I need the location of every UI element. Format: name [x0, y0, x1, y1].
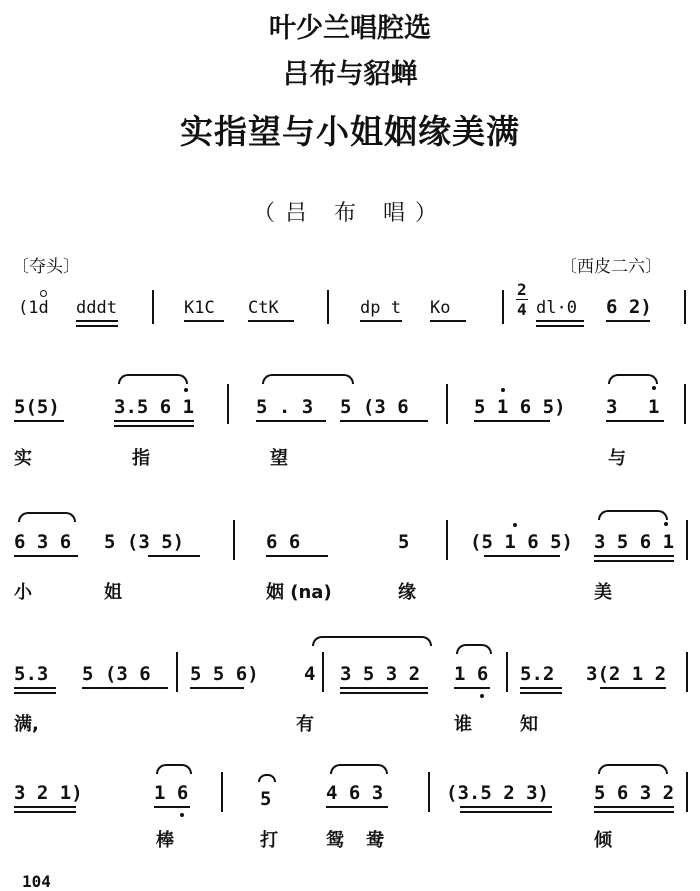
lyric: 棒: [156, 830, 174, 851]
l2-n3: 6 6: [266, 531, 301, 553]
time-sig-bottom: 4: [517, 300, 527, 319]
l1-n7: 1: [648, 396, 660, 418]
underline: [326, 806, 388, 808]
intro-m2a: K1C: [184, 298, 215, 318]
lyric: 谁: [454, 714, 472, 735]
l3-n5: 3 5 3 2: [340, 663, 421, 685]
underline: [484, 555, 560, 557]
underline: [520, 687, 562, 689]
high-dot: [501, 388, 505, 392]
underline: [114, 425, 194, 427]
barline: [322, 652, 324, 692]
barline: [227, 384, 229, 424]
underline: [340, 692, 428, 694]
intro-tag: 〔夺头〕: [12, 257, 80, 277]
lyric: 指: [132, 448, 150, 469]
underline: [460, 811, 552, 813]
mode-tag: 〔西皮二六〕: [560, 257, 662, 277]
page-number: 104: [22, 872, 51, 891]
lyric: 与: [608, 448, 626, 469]
intro-underline: [536, 320, 584, 322]
l1-n3: 5 . 3: [256, 396, 314, 418]
low-dot: [480, 694, 484, 698]
barline: [221, 772, 223, 812]
l3-n6: 1 6: [454, 663, 489, 685]
barline: [446, 384, 448, 424]
lyric: 姐: [104, 582, 122, 603]
l1-n4: 5 (3 6: [340, 396, 409, 418]
intro-underline: [536, 325, 584, 327]
high-dot: [652, 386, 656, 390]
slur: [598, 764, 668, 774]
underline: [154, 806, 190, 808]
underline: [606, 420, 664, 422]
l2-n4: 5: [398, 531, 410, 553]
slur: [118, 374, 188, 384]
intro-m4a: dl·0: [536, 298, 577, 318]
underline: [594, 811, 674, 813]
underline: [114, 420, 194, 422]
intro-underline: [430, 320, 466, 322]
lyric: 鸳: [326, 830, 344, 851]
underline: [340, 420, 428, 422]
l3-n8: 3(2 1 2: [586, 663, 667, 685]
underline: [14, 811, 76, 813]
underline: [340, 687, 428, 689]
lyric: 缘: [398, 582, 416, 603]
lyric: 有: [296, 714, 314, 735]
intro-m3b: Ko: [430, 298, 451, 318]
underline: [14, 420, 64, 422]
underline: [460, 806, 552, 808]
l4-n4: 4 6 3: [326, 782, 384, 804]
fermata: [258, 774, 276, 782]
l1-n1: 5(5): [14, 396, 60, 418]
l1-n2: 3.5 6 1: [114, 396, 195, 418]
underline: [600, 687, 666, 689]
high-dot: [664, 522, 668, 526]
slur: [156, 764, 192, 774]
intro-underline: [248, 320, 294, 322]
intro-m3a: dp t: [360, 298, 401, 318]
l3-n3: 5 5 6): [190, 663, 259, 685]
underline: [594, 560, 674, 562]
intro-underline: [360, 320, 402, 322]
underline: [14, 687, 56, 689]
lyric: 鸯: [366, 830, 384, 851]
lyric: 倾: [594, 830, 612, 851]
lyric: 知: [520, 714, 538, 735]
intro-m4b: 6 2): [606, 296, 652, 318]
l2-n1: 6 3 6: [14, 531, 72, 553]
barline: [686, 520, 688, 560]
underline: [594, 806, 674, 808]
intro-underline: [184, 320, 224, 322]
barline: [152, 290, 154, 324]
l4-n5: (3.5 2 3): [446, 782, 549, 804]
lyric: 满,: [14, 714, 39, 735]
barline: [327, 290, 329, 324]
barline: [686, 652, 688, 692]
intro-underline: [76, 320, 118, 322]
underline: [266, 555, 328, 557]
intro-circle: [40, 290, 47, 297]
underline: [520, 692, 562, 694]
slur: [330, 764, 388, 774]
l1-n5: 5 1 6 5): [474, 396, 566, 418]
lyric: 打: [260, 830, 278, 851]
l3-n2: 5 (3 6: [82, 663, 151, 685]
slur: [18, 512, 76, 522]
l4-n2: 1 6: [154, 782, 189, 804]
l4-n1: 3 2 1): [14, 782, 83, 804]
barline: [684, 384, 686, 424]
underline: [148, 555, 200, 557]
barline: [506, 652, 508, 692]
lyric: 望: [270, 448, 288, 469]
lyric: 实: [14, 448, 32, 469]
l2-n5: (5 1 6 5): [470, 531, 573, 553]
l3-n1: 5.3: [14, 663, 49, 685]
intro-m2b: CtK: [248, 298, 279, 318]
aria-title: 实指望与小姐姻缘美满: [180, 112, 520, 151]
barline: [428, 772, 430, 812]
barline: [502, 290, 504, 324]
l1-n6: 3: [606, 396, 618, 418]
barline: [684, 290, 686, 324]
intro-m1b: dddt: [76, 298, 117, 318]
time-sig-top: 2: [517, 280, 527, 299]
barline: [446, 520, 448, 560]
underline: [82, 687, 168, 689]
barline: [233, 520, 235, 560]
l2-n2: 5 (3 5): [104, 531, 185, 553]
intro-underline: [76, 325, 118, 327]
intro-underline: [606, 320, 650, 322]
intro-m1a: (1d: [18, 298, 49, 318]
underline: [14, 692, 56, 694]
l3-n4: 4: [304, 663, 316, 685]
underline: [474, 420, 550, 422]
high-dot: [513, 523, 517, 527]
slur: [598, 510, 668, 520]
l2-n6: 3 5 6 1: [594, 531, 675, 553]
l3-n7: 5.2: [520, 663, 555, 685]
underline: [14, 555, 78, 557]
slur: [456, 644, 492, 654]
underline: [14, 806, 76, 808]
underline: [454, 687, 490, 689]
l4-n6: 5 6 3 2: [594, 782, 675, 804]
slur: [608, 374, 658, 384]
low-dot: [180, 813, 184, 817]
slur: [262, 374, 354, 384]
l4-n3: 5: [260, 788, 272, 810]
barline: [686, 772, 688, 812]
lyric: 小: [14, 582, 32, 603]
underline: [190, 687, 244, 689]
slur: [312, 636, 432, 646]
high-dot: [184, 388, 188, 392]
opera-title: 吕布与貂蝉: [282, 59, 418, 90]
lyric: 姻 (na): [266, 582, 332, 603]
series-title: 叶少兰唱腔选: [269, 13, 431, 44]
lyric: 美: [594, 582, 612, 603]
barline: [176, 652, 178, 692]
underline: [256, 420, 326, 422]
singer-label: （吕 布 唱）: [253, 201, 447, 226]
underline: [594, 555, 674, 557]
